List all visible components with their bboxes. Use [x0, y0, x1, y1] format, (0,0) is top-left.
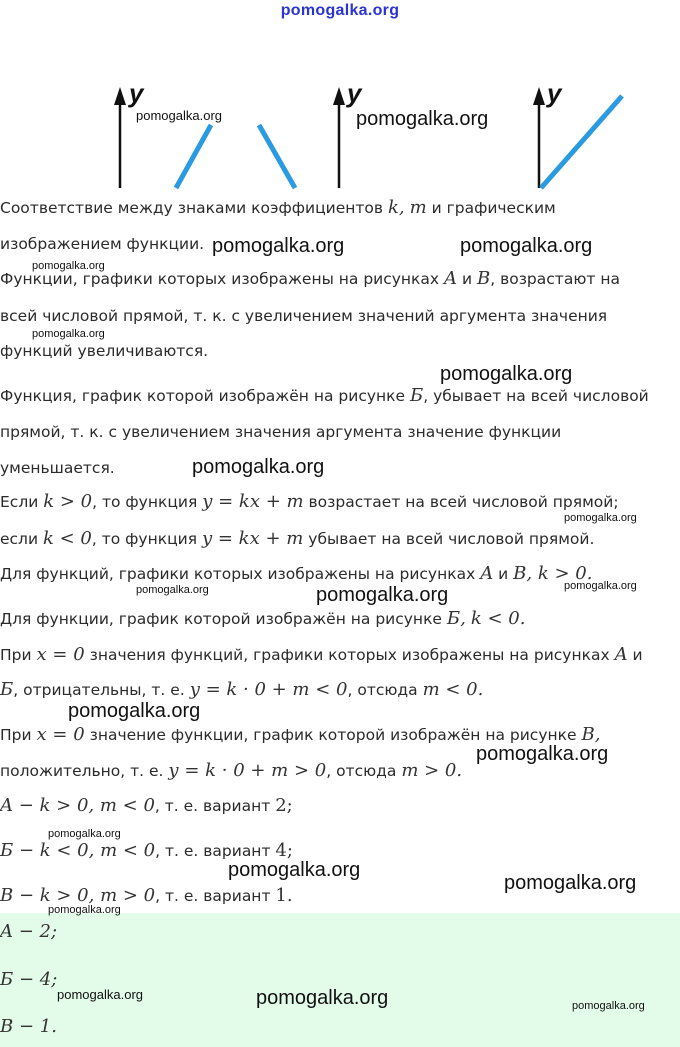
watermark: pomogalka.org: [476, 743, 609, 765]
function-graphs: [0, 75, 680, 190]
watermark: pomogalka.org: [212, 235, 345, 257]
text-line: Функция, график которой изображён на рисунке Б, убывает на всей числовой: [0, 385, 649, 406]
axis-label-y-b: y: [347, 78, 362, 108]
text-line: Если k > 0, то функция y = kx + m возрастает на всей числовой прямой;: [0, 491, 619, 512]
watermark: pomogalka.org: [136, 584, 209, 596]
watermark: pomogalka.org: [440, 363, 573, 385]
axis-label-y-c: y: [547, 78, 562, 108]
text-line: При x = 0 значение функции, график которой изображён на рисунке B,: [0, 724, 601, 745]
watermark: pomogalka.org: [68, 700, 201, 722]
text-line: изображением функции.: [0, 235, 205, 253]
graph-b-soft-line: [259, 125, 295, 188]
watermark: pomogalka.org: [136, 108, 222, 123]
watermark: pomogalka.org: [32, 260, 105, 272]
watermark: pomogalka.org: [48, 828, 121, 840]
text-line: уменьшается.: [0, 459, 115, 477]
text-line: A − k > 0, m < 0, т. е. вариант 2;: [0, 795, 293, 816]
watermark: pomogalka.org: [57, 987, 143, 1002]
watermark: pomogalka.org: [356, 108, 489, 130]
watermark: pomogalka.org: [256, 987, 389, 1009]
watermark: pomogalka.org: [460, 235, 593, 257]
graph-c-line: [541, 96, 622, 188]
axis-label-y-a: y: [129, 78, 144, 108]
text-line: Функции, графики которых изображены на рисунках A и B, возрастают на: [0, 268, 620, 289]
watermark: pomogalka.org: [564, 580, 637, 592]
text-line: Для функции, график которой изображён на рисунке Б, k < 0.: [0, 608, 526, 629]
header-site-link[interactable]: pomogalka.org: [280, 2, 400, 19]
text-line: Для функций, графики которых изображены на рисунках A и B, k > 0.: [0, 563, 593, 584]
text-line: прямой, т. к. с увеличением значения аргумента значение функции: [0, 423, 562, 441]
answer-line: Б − 4;: [0, 969, 58, 990]
text-line: B − k > 0, m > 0, т. е. вариант 1.: [0, 885, 293, 906]
watermark: pomogalka.org: [564, 512, 637, 524]
watermark: pomogalka.org: [504, 872, 637, 894]
answer-line: A − 2;: [0, 921, 58, 942]
watermark: pomogalka.org: [192, 456, 325, 478]
graph-c-axis: [533, 87, 545, 188]
watermark: pomogalka.org: [316, 584, 449, 606]
answer-line: B − 1.: [0, 1016, 57, 1037]
watermark: pomogalka.org: [48, 904, 121, 916]
text-line: Б − k < 0, m < 0, т. е. вариант 4;: [0, 840, 293, 861]
watermark: pomogalka.org: [228, 859, 361, 881]
text-line: всей числовой прямой, т. к. с увеличением значений аргумента значения: [0, 307, 608, 325]
watermark: pomogalka.org: [572, 1000, 645, 1012]
text-line: положительно, т. е. y = k · 0 + m > 0, отсюда m > 0.: [0, 760, 463, 781]
text-line: Соответствие между знаками коэффициентов k, m и графическим: [0, 197, 556, 218]
graph-b-axis: [333, 87, 345, 188]
watermark: pomogalka.org: [32, 328, 105, 340]
text-line: если k < 0, то функция y = kx + m убывает на всей числовой прямой.: [0, 528, 595, 549]
text-line: функций увеличиваются.: [0, 342, 209, 360]
graph-a-line: [176, 125, 211, 188]
text-line: Б, отрицательны, т. е. y = k · 0 + m < 0, отсюда m < 0.: [0, 679, 484, 700]
graph-a-axis: [114, 87, 126, 188]
text-line: При x = 0 значения функций, графики которых изображены на рисунках A и: [0, 644, 643, 665]
